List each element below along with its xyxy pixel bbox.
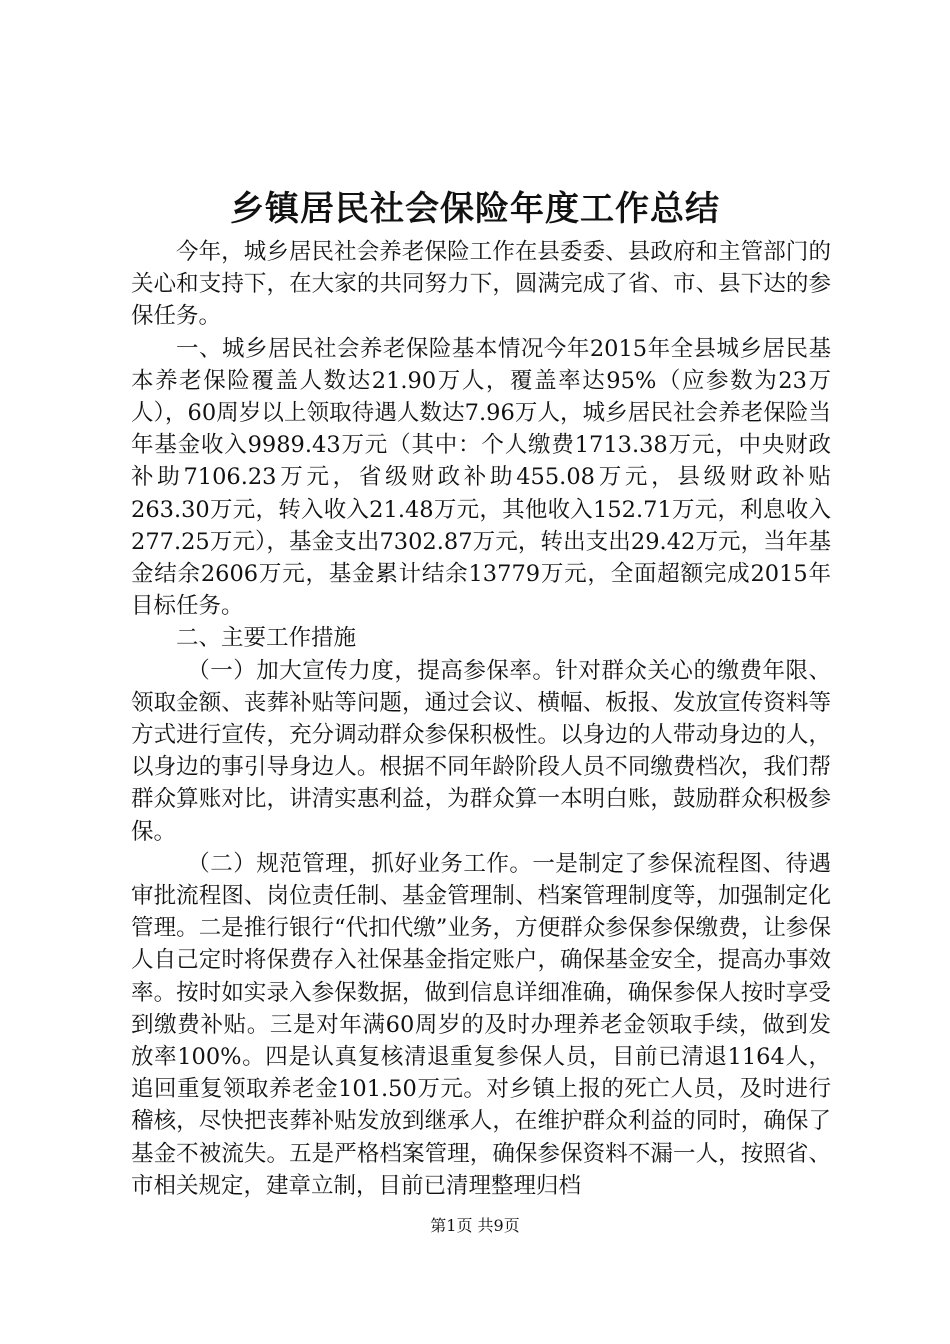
paragraph-basic-situation: 一、城乡居民社会养老保险基本情况今年2015年全县城乡居民基本养老保险覆盖人数达21.90万人，覆盖率达95%（应参数为23万人），60周岁以上领取待遇人数达7.96万人，城乡居民社会养老保险当年基金收入9989.43万元（其中：个人缴费1713.38万元，中央财政补助7106.23万元，省级财政补助455.08万元，县级财政补贴263.30万元，转入收入21.48万元，其他收入152.71万元，利息收入277.25万元），基金支出7302.87万元，转出支出29.42万元，当年基金结余2606万元，基金累计结余13779万元，全面超额完成2015年目标任务。 bbox=[131, 335, 831, 620]
paragraph-management: （二）规范管理，抓好业务工作。一是制定了参保流程图、待遇审批流程图、岗位责任制、基金管理制、档案管理制度等，加强制定化管理。二是推行银行“代扣代缴”业务，方便群众参保参保缴费，让参保人自己定时将保费存入社保基金指定账户，确保基金安全，提高办事效率。按时如实录入参保数据，做到信息详细准确，确保参保人按时享受到缴费补贴。三是对年满60周岁的及时办理养老金领取手续，做到发放率100%。四是认真复核清退重复参保人员，目前已清退1164人，追回重复领取养老金101.50万元。对乡镇上报的死亡人员，及时进行稽核，尽快把丧葬补贴发放到继承人，在维护群众利益的同时，确保了基金不被流失。五是严格档案管理，确保参保资料不漏一人，按照省、市相关规定，建章立制，目前已清理整理归档 bbox=[131, 850, 831, 1199]
page-number: 第1页 共9页 bbox=[430, 1216, 520, 1235]
paragraph-intro: 今年，城乡居民社会养老保险工作在县委委、县政府和主管部门的关心和支持下，在大家的共同努力下，圆满完成了省、市、县下达的参保任务。 bbox=[131, 239, 831, 330]
paragraph-publicity: （一）加大宣传力度，提高参保率。针对群众关心的缴费年限、领取金额、丧葬补贴等问题，通过会议、横幅、板报、发放宣传资料等方式进行宣传，充分调动群众参保积极性。以身边的人带动身边的人，以身边的事引导身边人。根据不同年龄阶段人员不同缴费档次，我们帮群众算账对比，讲清实惠利益，为群众算一本明白账，鼓励群众积极参保。 bbox=[131, 657, 831, 845]
document-title: 乡镇居民社会保险年度工作总结 bbox=[230, 189, 720, 229]
section-heading-measures: 二、主要工作措施 bbox=[176, 625, 357, 652]
document-body bbox=[131, 236, 831, 1202]
